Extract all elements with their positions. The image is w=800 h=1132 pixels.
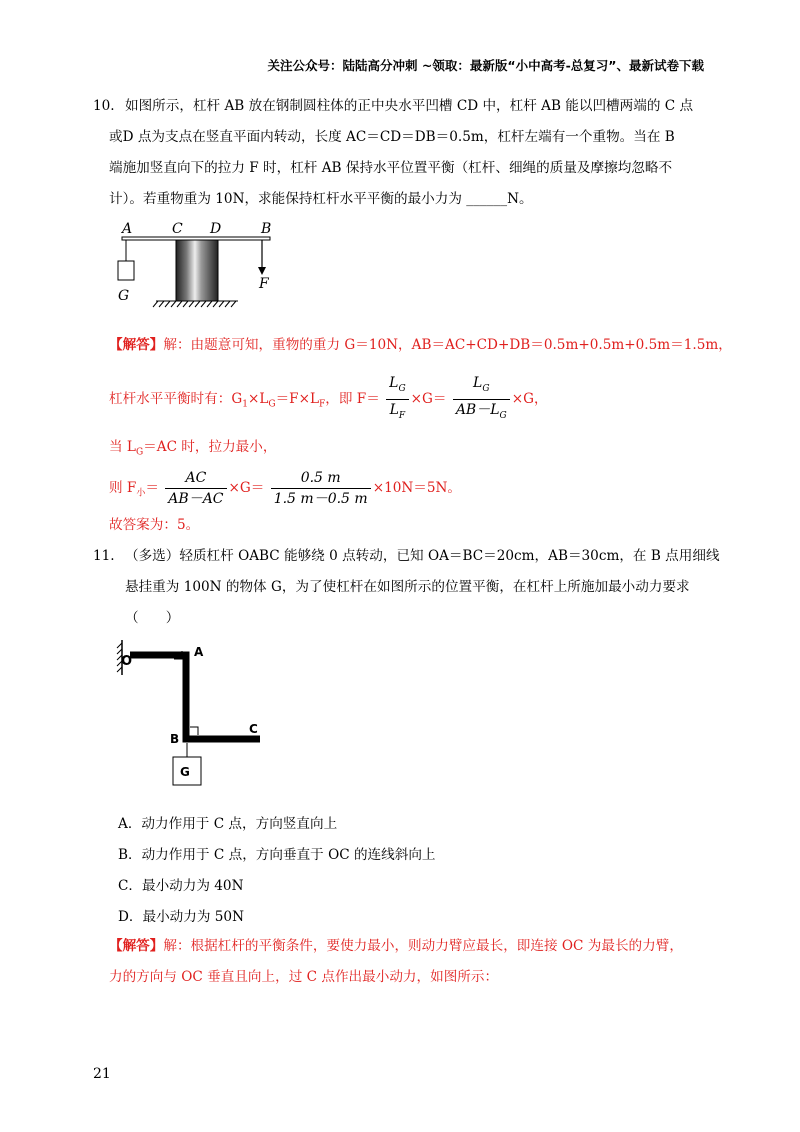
label-A: A bbox=[122, 221, 133, 237]
lever-OABC bbox=[130, 655, 260, 739]
label-G: G bbox=[118, 288, 130, 304]
label-D: D bbox=[210, 221, 222, 237]
q10-line2: 或D 点为支点在竖直平面内转动，长度 AC＝CD＝DB＝0.5m，杠杆左端有一个重物。当在 B bbox=[109, 129, 675, 145]
q11-option-c: C．最小动力为 40N bbox=[118, 878, 244, 894]
q10-number: 10. bbox=[93, 98, 115, 114]
q10-line3: 端施加竖直向下的拉力 F 时，杠杆 AB 保持水平位置平衡（杠杆、细绳的质量及摩擦均忽略不 bbox=[109, 160, 673, 176]
label-B: B bbox=[261, 221, 272, 237]
right-angle-B bbox=[190, 727, 198, 735]
ground-hatch bbox=[153, 301, 236, 307]
a11-line2: 力的方向与 OC 垂直且向上，过 C 点作出最小动力，如图所示： bbox=[109, 969, 499, 985]
label-C: C bbox=[249, 722, 258, 736]
q11-line3: （ ） bbox=[125, 610, 180, 626]
fraction-AC-over-AB-minus-AC: $\frac{AC}{AB-AC}$ bbox=[165, 468, 226, 509]
label-C: C bbox=[172, 221, 183, 237]
q11-option-d: D．最小动力为 50N bbox=[118, 909, 244, 925]
weight-box bbox=[118, 261, 134, 280]
q11-line2: 悬挂重为 100N 的物体 G，为了使杠杆在如图所示的位置平衡，在杠杆上所施加最小动力要求 bbox=[125, 579, 690, 595]
page-number: 21 bbox=[93, 1066, 111, 1082]
q11-figure bbox=[112, 635, 272, 795]
q11-line1: （多选）轻质杠杆 OABC 能够绕 0 点转动，已知 OA＝BC＝20cm，AB＝30cm，在 B 点用细线 bbox=[125, 548, 720, 564]
a10-line5: 故答案为：5。 bbox=[109, 517, 200, 533]
a11-line1: 【解答】解：根据杠杆的平衡条件，要使力最小，则动力臂应最长，即连接 OC 为最长的力臂， bbox=[109, 938, 683, 954]
fraction-LG-over-LF: $\frac{L_G}{L_F}$ bbox=[386, 373, 409, 426]
page-header: 关注公众号：陆陆高分冲刺 ~领取：最新版“小中高考-总复习”、最新试卷下载 bbox=[267, 58, 704, 73]
label-B: B bbox=[170, 732, 180, 746]
label-F: F bbox=[259, 276, 269, 292]
force-arrow-head bbox=[258, 267, 266, 275]
q11-option-b: B．动力作用于 C 点，方向垂直于 OC 的连线斜向上 bbox=[118, 847, 436, 863]
steel-cylinder bbox=[176, 240, 218, 301]
q10-figure bbox=[108, 215, 272, 315]
label-A: A bbox=[194, 645, 204, 659]
q10-line4: 计）。若重物重为 10N，求能保持杠杆水平平衡的最小力为 ______N。 bbox=[109, 191, 533, 207]
q10-line1: 如图所示，杠杆 AB 放在钢制圆柱体的正中央水平凹槽 CD 中，杠杆 AB 能以凹槽两端的 C 点 bbox=[125, 98, 694, 114]
q11-option-a: A．动力作用于 C 点，方向竖直向上 bbox=[118, 816, 338, 832]
a10-line4: 则 $F_小=$ $\frac{AC}{AB-AC}$ ×G＝ $\frac{0.5 m}{1.5 m-0.5 m}$ ×10N＝5N。 bbox=[109, 470, 462, 507]
a10-line1: 【解答】解：由题意可知，重物的重力 G＝10N，AB＝AC+CD+DB＝0.5m+0.5m+0.5m＝1.5m， bbox=[109, 337, 732, 353]
fraction-LG-over-AB-minus-LG: $\frac{L_G}{AB-L_G}$ bbox=[453, 373, 510, 426]
label-G: G bbox=[180, 765, 190, 779]
fraction-numeric: $\frac{0.5 m}{1.5 m-0.5 m}$ bbox=[271, 468, 371, 509]
label-O: O bbox=[121, 654, 133, 669]
q11-number: 11. bbox=[93, 548, 115, 564]
a10-line3: 当 $L_G=AC$ 时，拉力最小， bbox=[109, 439, 277, 458]
a10-line2: 杠杆水平平衡时有：$G_1\times L_G=F\times L_F$，即 F＝ $\frac{L_G}{L_F}$ ×G＝ $\frac{L_G}{AB-L_G}$ ×G， bbox=[109, 373, 548, 426]
